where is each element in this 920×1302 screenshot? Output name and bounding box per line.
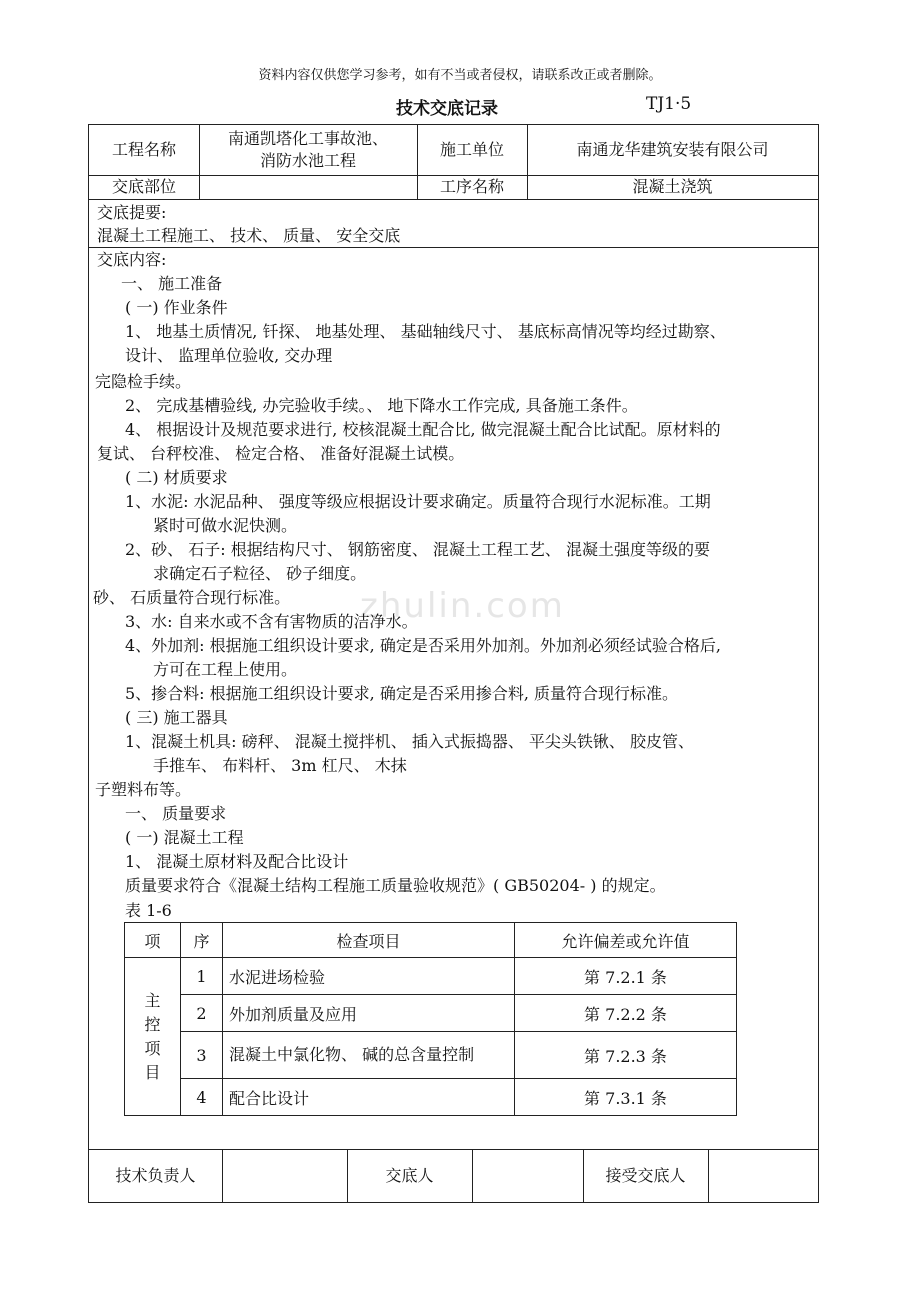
content-line: 5、掺合料: 根据施工组织设计要求, 确定是否采用掺合料, 质量符合现行标准。 xyxy=(125,684,679,703)
allowed-value: 第 7.2.3 条 xyxy=(515,1032,737,1079)
process-name-label: 工序名称 xyxy=(439,177,504,196)
content-line: 4、外加剂: 根据施工组织设计要求, 确定是否采用外加剂。外加剂必须经试验合格后, xyxy=(125,636,721,655)
copyright-notice: 资料内容仅供您学习参考，如有不当或者侵权，请联系改正或者删除。 xyxy=(258,68,662,83)
content-line: 1、混凝土机具: 磅秤、 混凝土搅拌机、 插入式振捣器、 平尖头铁锹、 胶皮管、 xyxy=(125,732,695,751)
row-number: 2 xyxy=(181,995,223,1032)
content-line: 1、 地基土质情况, 钎探、 地基处理、 基础轴线尺寸、 基底标高情况等均经过勘察、 xyxy=(125,322,726,341)
content-line: 表 1-6 xyxy=(125,901,172,920)
content-line: 质量要求符合《混凝土结构工程施工质量验收规范》( GB50204- ) 的规定。 xyxy=(125,876,666,895)
project-name-label: 工程名称 xyxy=(111,140,176,159)
allowed-value: 第 7.2.2 条 xyxy=(515,995,737,1032)
content-line: 1、 混凝土原材料及配合比设计 xyxy=(125,852,349,871)
table-header-row xyxy=(125,923,737,958)
content-line: ( 三) 施工器具 xyxy=(125,708,228,727)
tech-lead-signature[interactable] xyxy=(222,1149,347,1203)
inspection-item: 水泥进场检验 xyxy=(223,958,515,995)
table-row xyxy=(125,1079,737,1116)
content-line: 复试、 台秤校准、 检定合格、 准备好混凝土试模。 xyxy=(97,444,465,463)
table-row xyxy=(125,1032,737,1079)
row-number: 4 xyxy=(181,1079,223,1116)
column-header: 允许偏差或允许值 xyxy=(515,923,737,958)
quality-standard-table xyxy=(124,922,737,1116)
column-header: 序 xyxy=(181,923,223,958)
content-line: 砂、 石质量符合现行标准。 xyxy=(93,588,291,607)
document-code: TJ1·5 xyxy=(646,94,692,114)
process-name-value: 混凝土浇筑 xyxy=(632,177,713,196)
main-control-group-cell: 主 控 项 目 xyxy=(125,958,181,1116)
allowed-value: 第 7.2.1 条 xyxy=(515,958,737,995)
table-row xyxy=(125,995,737,1032)
content-line: 完隐检手续。 xyxy=(95,372,192,391)
inspection-item: 配合比设计 xyxy=(223,1079,515,1116)
content-line: 4、 根据设计及规范要求进行, 校核混凝土配合比, 做完混凝土配合比试配。原材料的 xyxy=(125,420,721,439)
project-name-value xyxy=(199,125,417,175)
inspection-item: 混凝土中氯化物、 碱的总含量控制 xyxy=(223,1032,515,1079)
content-line: 求确定石子粒径、 砂子细度。 xyxy=(153,564,367,583)
content-line: 子塑料布等。 xyxy=(95,780,192,799)
content-line: ( 二) 材质要求 xyxy=(125,468,228,487)
discloser-label: 交底人 xyxy=(385,1166,434,1185)
content-line: 手推车、 布料杆、 3m 杠尺、 木抹 xyxy=(153,756,407,775)
receiver-label: 接受交底人 xyxy=(605,1166,686,1185)
table-row xyxy=(125,958,737,995)
construction-unit-value: 南通龙华建筑安装有限公司 xyxy=(576,140,769,159)
document-title: 技术交底记录 xyxy=(396,99,498,119)
content-line: 一、 质量要求 xyxy=(125,804,227,823)
allowed-value: 第 7.3.1 条 xyxy=(515,1079,737,1116)
summary-label: 交底提要: xyxy=(97,203,167,222)
content-line: 一、 施工准备 xyxy=(121,274,223,293)
content-line: 紧时可做水泥快测。 xyxy=(153,516,298,535)
disclosure-part-label: 交底部位 xyxy=(111,177,176,196)
content-line: 方可在工程上使用。 xyxy=(153,660,298,679)
tech-lead-label: 技术负责人 xyxy=(115,1166,196,1185)
content-line: 2、 完成基槽验线, 办完验收手续。、 地下降水工作完成, 具备施工条件。 xyxy=(125,396,638,415)
summary-text: 混凝土工程施工、 技术、 质量、 安全交底 xyxy=(97,226,401,245)
watermark: zhulin.com xyxy=(360,586,565,626)
content-line: ( 一) 混凝土工程 xyxy=(125,828,244,847)
content-line: 1、水泥: 水泥品种、 强度等级应根据设计要求确定。质量符合现行水泥标准。工期 xyxy=(125,492,711,511)
inspection-item: 外加剂质量及应用 xyxy=(223,995,515,1032)
project-name-line-1: 南通凯塔化工事故池、 xyxy=(227,129,388,148)
content-line: ( 一) 作业条件 xyxy=(125,298,228,317)
construction-unit-label: 施工单位 xyxy=(439,140,504,159)
row-number: 1 xyxy=(181,958,223,995)
discloser-signature[interactable] xyxy=(472,1149,583,1203)
row-number: 3 xyxy=(181,1032,223,1079)
content-line: 3、水: 自来水或不含有害物质的洁净水。 xyxy=(125,612,418,631)
project-name-line-2: 消防水池工程 xyxy=(259,151,356,170)
content-line: 设计、 监理单位验收, 交办理 xyxy=(125,346,333,365)
content-label: 交底内容: xyxy=(97,250,167,269)
column-header: 项 xyxy=(125,923,181,958)
disclosure-part-value xyxy=(199,175,417,199)
receiver-signature[interactable] xyxy=(708,1149,818,1203)
content-line: 2、砂、 石子: 根据结构尺寸、 钢筋密度、 混凝土工程工艺、 混凝土强度等级的要 xyxy=(125,540,711,559)
column-header: 检查项目 xyxy=(223,923,515,958)
